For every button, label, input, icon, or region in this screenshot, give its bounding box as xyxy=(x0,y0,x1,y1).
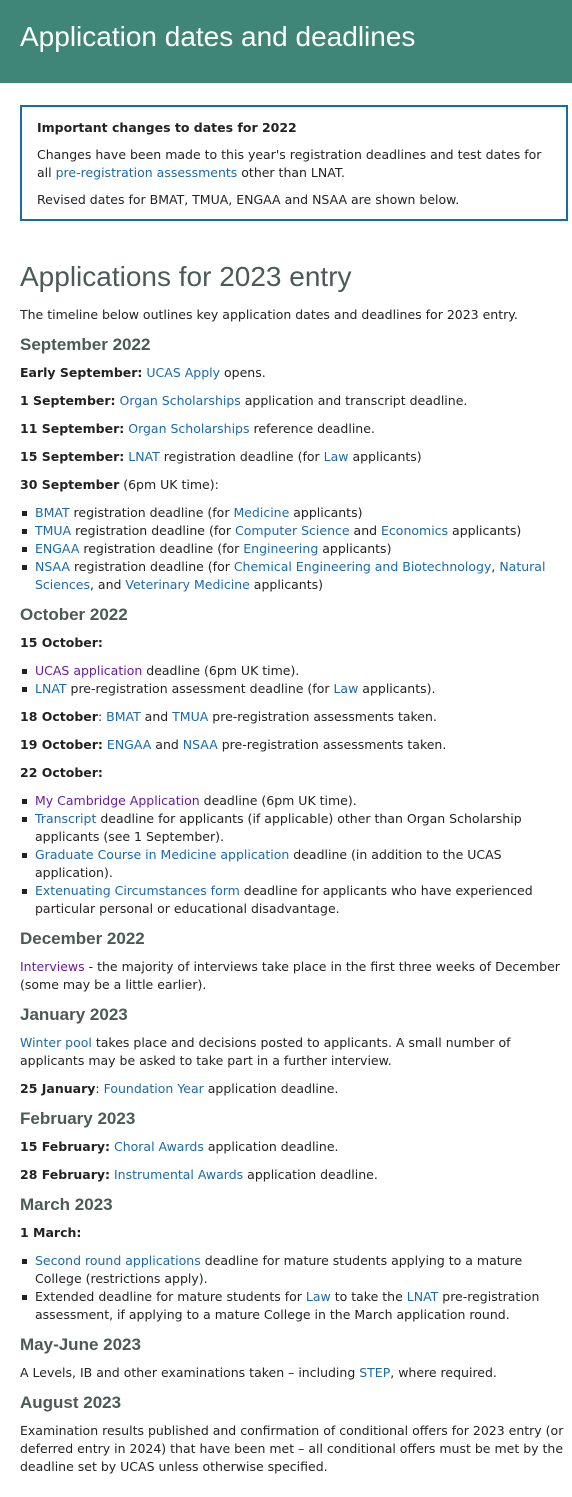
item-text: deadline for mature students applying to a mature College (restrictions apply). xyxy=(35,1253,523,1286)
item-text: registration deadline (for xyxy=(69,559,234,574)
item-text: pre-registration assessment deadline (for xyxy=(66,681,334,696)
item-text: , where required. xyxy=(390,1365,497,1380)
timeline-item: Examination results published and confirmation of conditional offers for 2023 entry (or deferred entry in 2024) that have been met – all conditional offers must be met by the deadline set by UCAS unless otherwise specified. xyxy=(20,1423,564,1474)
timeline-item xyxy=(20,1080,566,1098)
list-item xyxy=(20,522,566,540)
section-intro: The timeline below outlines key application dates and deadlines for 2023 entry. xyxy=(20,307,518,322)
page-banner xyxy=(0,0,572,83)
section-title: Applications for 2023 entry xyxy=(20,261,352,292)
timeline-item xyxy=(20,1166,566,1184)
item-date: 15 February: xyxy=(20,1139,111,1154)
month-heading-december-2022: December 2022 xyxy=(20,929,145,948)
item-text: deadline for applicants (if applicable) other than Organ Scholarship applicants (see 1 September). xyxy=(35,811,522,844)
item-date: 11 September: xyxy=(20,421,125,436)
month-heading-september-2022: September 2022 xyxy=(20,335,151,354)
second-round-applications-link[interactable]: Second round applications xyxy=(35,1253,201,1268)
item-text: deadline (6pm UK time). xyxy=(142,663,300,678)
item-text: application deadline. xyxy=(243,1167,378,1182)
bullet-list xyxy=(20,662,566,698)
item-date: 1 September: xyxy=(20,393,116,408)
transcript-link[interactable]: Transcript xyxy=(35,811,97,826)
winter-pool-link[interactable]: Winter pool xyxy=(20,1035,92,1050)
month-heading-august-2023: August 2023 xyxy=(20,1393,122,1412)
engineering-link[interactable]: Engineering xyxy=(243,541,319,556)
list-item xyxy=(20,504,566,522)
list-item xyxy=(20,846,566,882)
bmat-link[interactable]: BMAT xyxy=(35,505,70,520)
choral-awards-link[interactable]: Choral Awards xyxy=(114,1139,204,1154)
timeline-item xyxy=(20,476,566,494)
bullet-list xyxy=(20,1252,566,1324)
item-date: 15 October: xyxy=(20,635,103,650)
organ-scholarships-link[interactable]: Organ Scholarships xyxy=(119,393,241,408)
item-text: reference deadline. xyxy=(249,421,375,436)
item-text: to take the xyxy=(330,1289,407,1304)
item-text: - the majority of interviews take place in the first three weeks of December (some may be a little earlier). xyxy=(20,959,560,992)
item-text: pre-registration assessment, if applying to a mature College in the March application round. xyxy=(35,1289,540,1322)
tmua-link[interactable]: TMUA xyxy=(172,709,209,724)
list-item xyxy=(20,1288,566,1324)
item-text: registration deadline (for xyxy=(159,449,324,464)
item-text: deadline (in addition to the UCAS application). xyxy=(35,847,502,880)
item-text: Extended deadline for mature students for xyxy=(35,1289,306,1304)
foundation-year-link[interactable]: Foundation Year xyxy=(103,1081,204,1096)
ucas-apply-link[interactable]: UCAS Apply xyxy=(146,365,221,380)
medicine-link[interactable]: Medicine xyxy=(233,505,290,520)
item-text: : xyxy=(95,1081,104,1096)
nsaa-link[interactable]: NSAA xyxy=(35,559,70,574)
interviews-link[interactable]: Interviews xyxy=(20,959,85,974)
economics-link[interactable]: Economics xyxy=(381,523,449,538)
item-date: 1 March: xyxy=(20,1225,82,1240)
item-text: , xyxy=(491,559,500,574)
item-text: pre-registration assessments taken. xyxy=(208,709,437,724)
bullet-list xyxy=(20,504,566,594)
item-date: Early September: xyxy=(20,365,143,380)
item-text: deadline (6pm UK time). xyxy=(199,793,357,808)
item-text: applicants). xyxy=(358,681,436,696)
list-item xyxy=(20,882,566,918)
item-date: 25 January xyxy=(20,1081,96,1096)
item-text: application deadline. xyxy=(203,1081,339,1096)
item-date: 30 September xyxy=(20,477,120,492)
item-text: opens. xyxy=(220,365,266,380)
nsaa-link[interactable]: NSAA xyxy=(182,737,218,752)
pre-registration-assessments-link[interactable]: pre-registration assessments xyxy=(55,165,238,180)
timeline-item xyxy=(20,1364,566,1382)
item-text: application deadline. xyxy=(203,1139,339,1154)
item-text: applicants) xyxy=(318,541,392,556)
item-text: , and xyxy=(89,577,126,592)
item-text: takes place and decisions posted to applicants. A small number of applicants may be asked to take part in a further interview. xyxy=(20,1035,511,1068)
lnat-link[interactable]: LNAT xyxy=(35,681,67,696)
notice-title: Important changes to dates for 2022 xyxy=(37,120,297,135)
timeline-item xyxy=(20,736,566,754)
notice-text-tail: other than LNAT. xyxy=(237,165,345,180)
item-text: registration deadline (for xyxy=(69,505,234,520)
lnat-link[interactable]: LNAT xyxy=(128,449,160,464)
item-date: 19 October: xyxy=(20,737,103,752)
item-text: pre-registration assessments taken. xyxy=(217,737,447,752)
list-item xyxy=(20,662,566,680)
notice-revised-dates: Revised dates for BMAT, TMUA, ENGAA and NSAA are shown below. xyxy=(37,192,460,207)
step-link[interactable]: STEP xyxy=(359,1365,391,1380)
item-text: applicants) xyxy=(289,505,363,520)
law-link[interactable]: Law xyxy=(305,1289,331,1304)
graduate-course-medicine-link[interactable]: Graduate Course in Medicine application xyxy=(35,847,290,862)
item-date: 18 October xyxy=(20,709,98,724)
item-text: A Levels, IB and other examinations taken – including xyxy=(20,1365,360,1380)
list-item xyxy=(20,810,566,846)
computer-science-link[interactable]: Computer Science xyxy=(234,523,350,538)
list-item xyxy=(20,1252,566,1288)
item-text: (6pm UK time): xyxy=(119,477,219,492)
list-item xyxy=(20,792,566,810)
natural-sciences-link[interactable]: Natural Sciences xyxy=(35,559,546,592)
item-text: registration deadline (for xyxy=(71,523,235,538)
my-cambridge-application-link[interactable]: My Cambridge Application xyxy=(35,793,200,808)
month-heading-january-2023: January 2023 xyxy=(20,1005,128,1024)
lnat-link[interactable]: LNAT xyxy=(406,1289,439,1304)
item-date: 28 February: xyxy=(20,1167,111,1182)
important-notice-box xyxy=(20,105,568,221)
timeline-item xyxy=(20,764,566,782)
timeline-item xyxy=(20,708,566,726)
timeline-item xyxy=(20,392,566,410)
main-content xyxy=(0,260,572,1476)
notice-paragraph xyxy=(37,146,551,182)
timeline-item xyxy=(20,364,566,382)
month-heading-october-2022: October 2022 xyxy=(20,605,128,624)
list-item xyxy=(20,540,566,558)
month-heading-february-2023: February 2023 xyxy=(20,1109,136,1128)
item-text: applicants) xyxy=(348,449,422,464)
timeline-item xyxy=(20,448,566,466)
month-heading-march-2023: March 2023 xyxy=(20,1195,113,1214)
item-text: application and transcript deadline. xyxy=(240,393,468,408)
list-item xyxy=(20,558,566,594)
item-text: and xyxy=(151,737,183,752)
ucas-application-link[interactable]: UCAS application xyxy=(35,663,143,678)
instrumental-awards-link[interactable]: Instrumental Awards xyxy=(114,1167,244,1182)
item-text: applicants) xyxy=(249,577,324,592)
timeline-item xyxy=(20,1034,566,1070)
item-text: : xyxy=(97,709,107,724)
item-date: 15 September: xyxy=(20,449,125,464)
bmat-link[interactable]: BMAT xyxy=(106,709,141,724)
tmua-link[interactable]: TMUA xyxy=(35,523,72,538)
engaa-link[interactable]: ENGAA xyxy=(35,541,80,556)
bullet-list xyxy=(20,792,566,918)
item-text: applicants) xyxy=(448,523,522,538)
law-link[interactable]: Law xyxy=(333,681,359,696)
notice-text: Changes have been made to this year's registration deadlines and test dates for all xyxy=(37,147,542,180)
timeline-item xyxy=(20,634,566,652)
item-text: and xyxy=(140,709,173,724)
chemical-engineering-link[interactable]: Chemical Engineering and Biotechnology xyxy=(233,559,492,574)
timeline-item xyxy=(20,1138,566,1156)
item-date: 22 October: xyxy=(20,765,103,780)
list-item xyxy=(20,680,566,698)
item-text: and xyxy=(349,523,382,538)
item-text: deadline for applicants who have experienced particular personal or educational disadvantage. xyxy=(35,883,533,916)
timeline-item xyxy=(20,958,566,994)
page-title: Application dates and deadlines xyxy=(20,21,416,52)
engaa-link[interactable]: ENGAA xyxy=(106,737,152,752)
extenuating-circumstances-link[interactable]: Extenuating Circumstances form xyxy=(35,883,240,898)
timeline-item xyxy=(20,1224,566,1242)
item-text: registration deadline (for xyxy=(79,541,244,556)
timeline-item xyxy=(20,420,566,438)
month-heading-may-june-2023: May-June 2023 xyxy=(20,1335,141,1354)
organ-scholarships-link[interactable]: Organ Scholarships xyxy=(128,421,250,436)
veterinary-medicine-link[interactable]: Veterinary Medicine xyxy=(125,577,250,592)
law-link[interactable]: Law xyxy=(323,449,349,464)
